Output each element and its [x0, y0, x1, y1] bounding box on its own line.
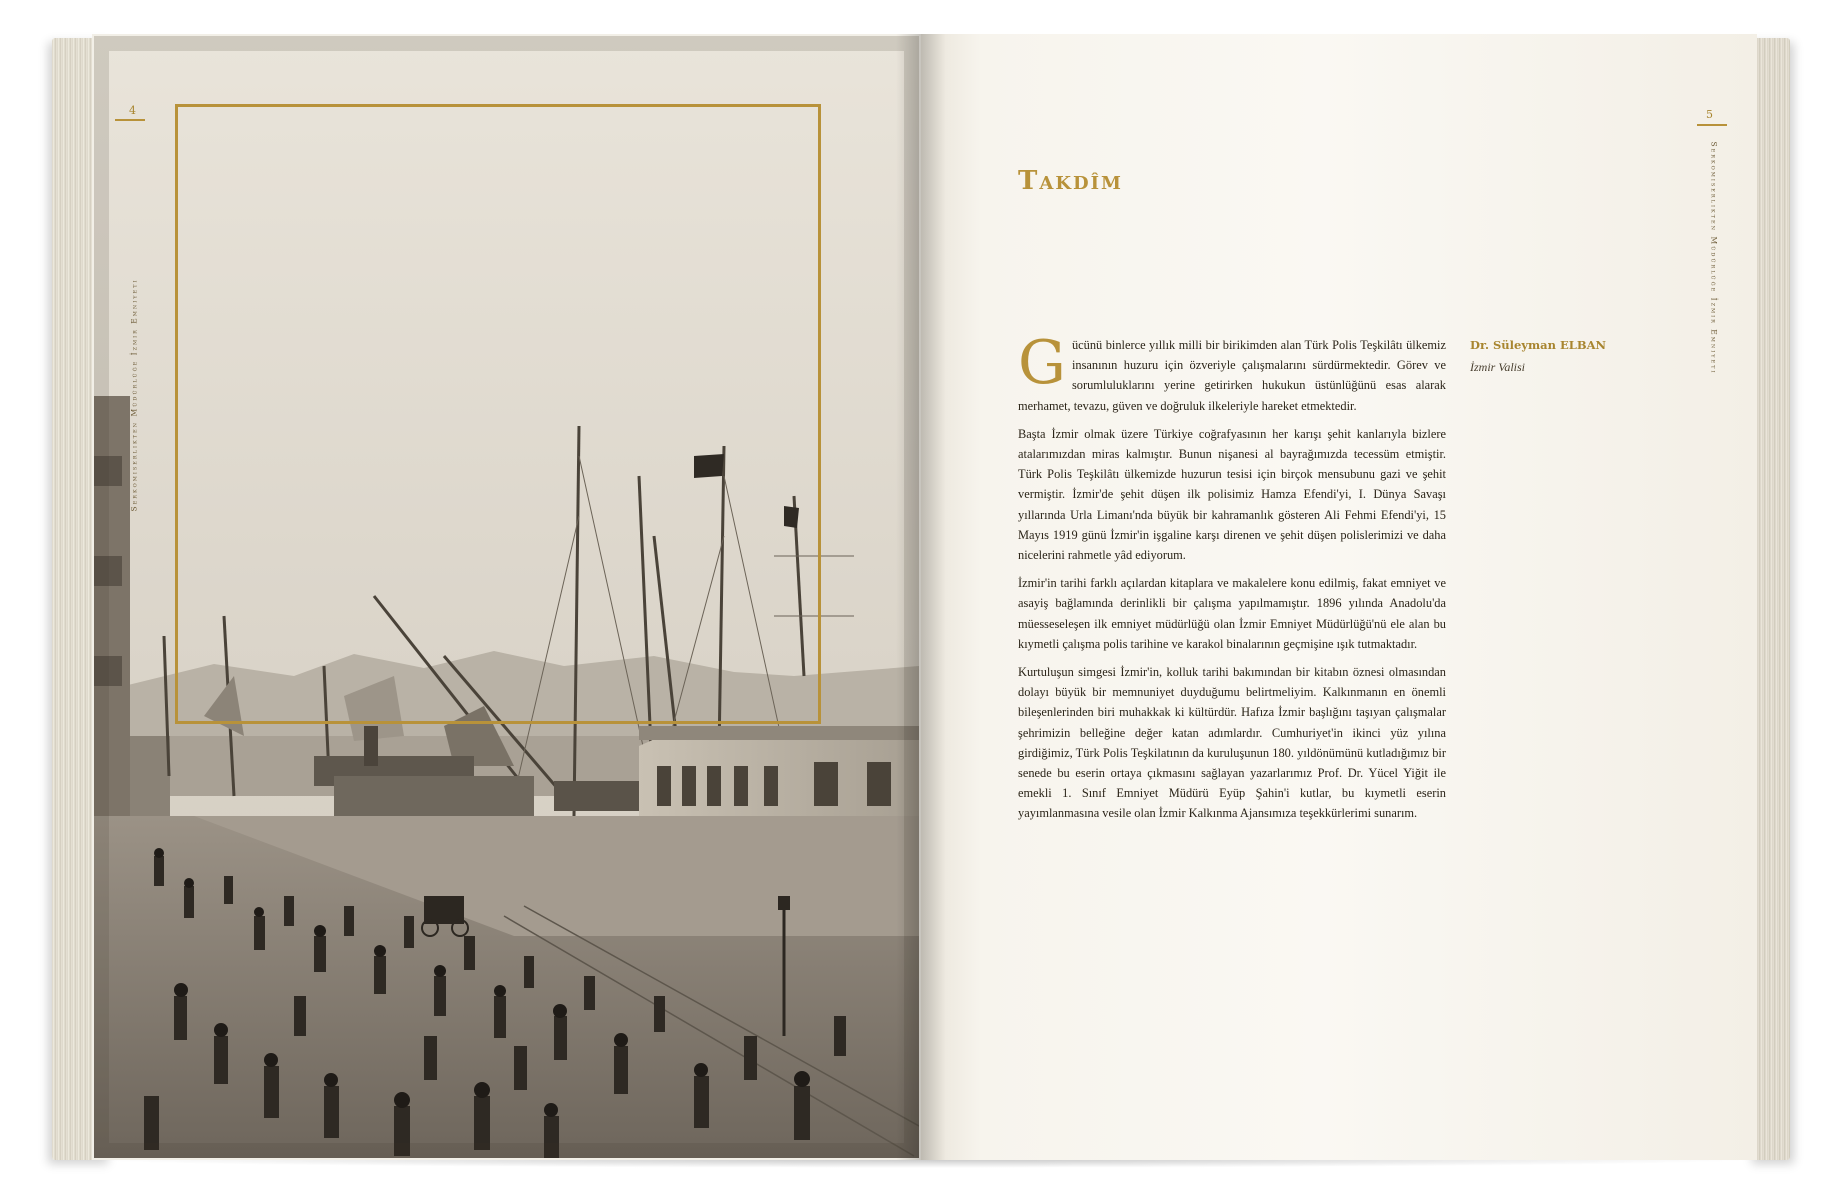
drop-cap: G	[1018, 328, 1066, 398]
page-number-left: 4	[129, 104, 137, 117]
running-head-right: Serkomiserlikten Müdürlüğe İzmir Emniyeti	[1709, 141, 1719, 375]
page-number-right: 5	[1706, 108, 1714, 121]
paragraph-3: İzmir'in tarihi farklı açılardan kitaplara ve makalelere konu edilmiş, fakat emniyet ve asayiş bağlamında derinlikli bir çalışma yapılmamıştır. 1896 yılında Anadolu'da müesseseleşen ilk emniyet müdürlüğü olan İzmir Emniyet Müdürlüğü'nü ele alan bu kıymetli çalışma polis tarihine ve karakol binalarının geçmişine ışık tutmaktadır.	[1018, 576, 1446, 651]
historic-harbour-photo	[94, 36, 919, 1158]
paragraph-1	[1018, 328, 1446, 416]
paragraph-1-text: ücünü binlerce yıllık milli bir birikimden alan Türk Polis Teşkilâtı ülkemiz insanının huzuru için özveriyle çalışmalarını sürdürmektedir. Görev ve sorumluluklarını yerine getirirken hukukun üstünlüğünü esas alarak merhamet, tevazu, güven ve doğruluk ilkeleriyle hareket etmektedir.	[1018, 338, 1446, 413]
page-title: Takdîm	[1018, 166, 1123, 196]
body-text	[1018, 328, 1446, 832]
paragraph-4: Kurtuluşun simgesi İzmir'in, kolluk tarihi bakımından bir kitabın öznesi olmasından dolayı büyük bir memnuniyet duyduğumu belirtmeliyim. Kalkınmanın en önemli bileşenlerinden biri muhakkak ki kültürdür. Hafıza İzmir başlığını taşıyan çalışmalar şehrimizin belleğine değer katan adımlardır. Cumhuriyet'in ikinci yüz yılına girdiğimiz, Türk Polis Teşkilatının da kuruluşunun 180. yıldönümünü kutladığımız bir senede bu eserin ortaya çıkmasını sağlayan yazarlarımız Prof. Dr. Yücel Yiğit ile emekli 1. Sınıf Emniyet Müdürü Eyüp Şahin'i kutlar, bu kıymetli eserin yayımlanmasına vesile olan İzmir Kalkınma Ajansımıza teşekkürlerimi sunarım.	[1018, 665, 1446, 821]
folio-rule-left	[115, 119, 145, 121]
book-gutter-shadow	[896, 34, 946, 1160]
author-role: İzmir Valisi	[1470, 360, 1526, 374]
paragraph-2: Başta İzmir olmak üzere Türkiye coğrafyasının her karışı şehit kanlarıyla bizlere atalarımızdan miras kalmıştır. Bunun nişanesi al bayrağımızda tecessüm etmiştir. Türk Polis Teşkilâtı ülkemizde huzurun tesisi için birçok mensubunu gazi ve şehit vermiştir. İzmir'de şehit düşen ilk polisimiz Hamza Efendi'yi, I. Dünya Savaşı yıllarında Urla Limanı'nda büyük bir kahramanlık gösteren Ali Fehmi Efendi'yi, 15 Mayıs 1919 günü İzmir'in işgaline karşı direnen ve şehit düşen polislerimizi ve daha nicelerini rahmetle yâd ediyorum.	[1018, 426, 1446, 563]
folio-rule-right	[1697, 124, 1727, 126]
running-head-left: Serkomiserlikten Müdürlüğe İzmir Emniyeti	[129, 278, 139, 512]
author-name: Dr. Süleyman ELBAN	[1470, 338, 1607, 352]
